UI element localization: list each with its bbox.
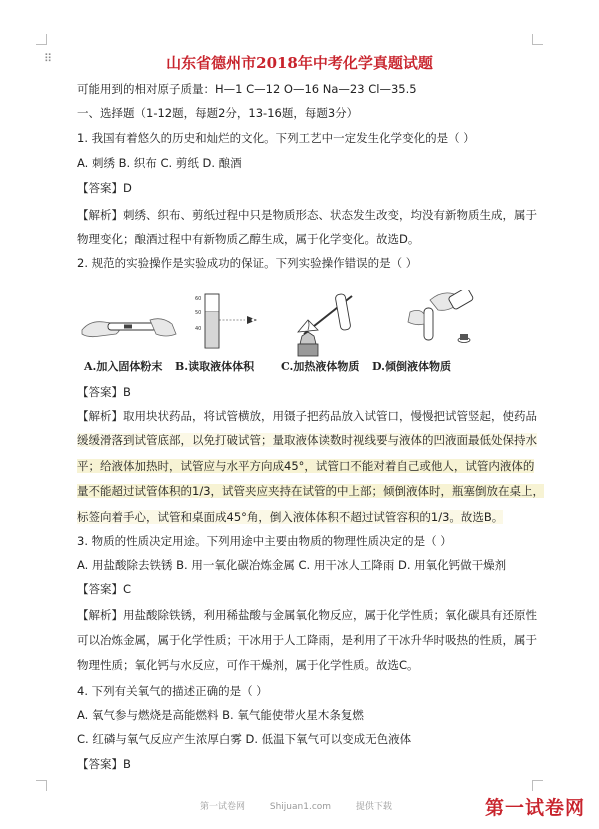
explanation-3-line: 可以冶炼金属，属于化学性质；干冰用于人工降雨，是利用了干冰升华时吸热的性质，属于 xyxy=(77,633,537,647)
svg-text:50: 50 xyxy=(195,310,202,316)
question-4-options-ab: A. 氧气参与燃烧是高能燃料 B. 氧气能使带火星木条复燃 xyxy=(77,708,364,722)
question-1: 1. 我国有着悠久的历史和灿烂的文化。下列工艺中一定发生化学变化的是（ ） xyxy=(77,131,475,145)
question-4-options-cd: C. 红磷与氧气反应产生浓厚白雾 D. 低温下氧气可以变成无色液体 xyxy=(77,732,412,746)
answer-2: 【答案】B xyxy=(77,385,131,399)
question-3: 3. 物质的性质决定用途。下列用途中主要由物质的物理性质决定的是（ ） xyxy=(77,534,452,548)
figure-caption-d: D.倾倒液体物质 xyxy=(372,360,451,373)
answer-1: 【答案】D xyxy=(77,181,132,195)
figure-pour-liquid xyxy=(390,290,490,354)
footer-site-name: 第一试卷网 xyxy=(200,802,246,812)
explanation-2-line: 平；给液体加热时，试管应与水平方向成45°，试管口不能对着自己或他人，试管内液体的 xyxy=(77,459,535,473)
question-2: 2. 规范的实验操作是实验成功的保证。下列实验操作错误的是（ ） xyxy=(77,256,418,270)
page-corner-mark xyxy=(36,34,47,45)
explanation-2-line: 量不能超过试管体积的1/3，试管夹应夹持在试管的中上部；倾倒液体时，瓶塞倒放在桌上， xyxy=(77,484,545,498)
explanation-3-line: 物理性质；氧化钙与水反应，可作干燥剂，属于化学性质。故选C。 xyxy=(77,658,419,672)
figure-read-volume xyxy=(195,290,265,352)
explanation-2-line: 【解析】取用块状药品，将试管横放，用镊子把药品放入试管口，慢慢把试管竖起，使药品 xyxy=(77,409,537,423)
figure-caption-c: C.加热液体物质 xyxy=(281,360,360,373)
answer-4: 【答案】B xyxy=(77,757,131,771)
question-1-options: A. 刺绣 B. 织布 C. 剪纸 D. 酿酒 xyxy=(77,156,242,170)
page-footer xyxy=(200,799,414,812)
svg-text:40: 40 xyxy=(195,326,202,332)
explanation-1-line: 物理变化；酿酒过程中有新物质乙醇生成，属于化学变化。故选D。 xyxy=(77,232,420,246)
page-corner-mark xyxy=(36,780,47,791)
explanation-2-line: 标签向着手心，试管和桌面成45°角，倒入液体体积不超过试管容积的1/3。故选B。 xyxy=(77,510,504,524)
page-corner-mark xyxy=(532,34,543,45)
explanation-3-line: 【解析】用盐酸除铁锈，利用稀盐酸与金属氧化物反应，属于化学性质；氧化碳具有还原性 xyxy=(77,608,537,622)
explanation-2-line: 缓缓滑落到试管底部，以免打破试管；量取液体读数时视线要与液体的凹液面最低处保持水 xyxy=(77,433,537,447)
footer-site-url[interactable]: Shijuan1.com xyxy=(269,802,332,812)
answer-3: 【答案】C xyxy=(77,582,132,596)
figure-heat-liquid xyxy=(290,290,375,362)
section-heading: 一、选择题（1-12题，每题2分，13-16题，每题3分） xyxy=(77,106,359,120)
page-corner-mark xyxy=(532,780,543,791)
question-3-options: A. 用盐酸除去铁锈 B. 用一氧化碳冶炼金属 C. 用干冰人工降雨 D. 用氧化钙做干燥剂 xyxy=(77,558,507,572)
footer-provider: 提供下载 xyxy=(355,802,392,812)
explanation-1-line: 【解析】刺绣、织布、剪纸过程中只是物质形态、状态发生改变，均没有新物质生成，属于 xyxy=(77,208,537,222)
svg-text:60: 60 xyxy=(195,296,202,302)
brand-logo: 第一试卷网 xyxy=(484,797,585,819)
figure-caption-b: B.读取液体体积 xyxy=(175,360,255,373)
figure-add-powder xyxy=(80,290,180,350)
question-4: 4. 下列有关氧气的描述正确的是（ ） xyxy=(77,684,268,698)
page-title: 山东省德州市2018年中考化学真题试题 xyxy=(166,54,433,72)
drag-handle-icon[interactable]: ⠿ xyxy=(44,52,54,65)
figure-caption-a: A.加入固体粉末 xyxy=(84,360,163,373)
atomic-masses: 可能用到的相对原子质量：H—1 C—12 O—16 Na—23 Cl—35.5 xyxy=(77,82,417,96)
